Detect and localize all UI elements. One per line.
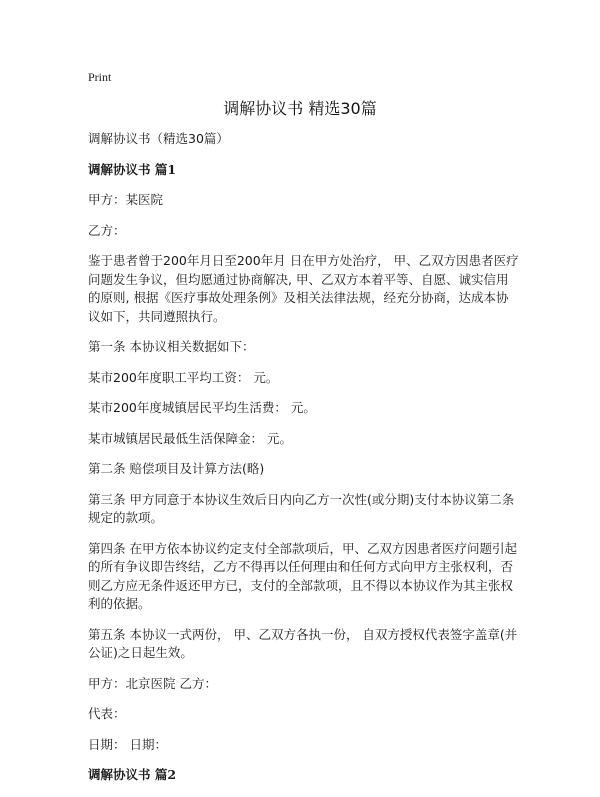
document-body [88,130,520,797]
section-heading-2: 调解协议书 篇2 [88,767,177,782]
party-b-line: 乙方： [88,222,126,238]
representative-line: 代表： [88,706,126,721]
article-4: 第四条 在甲方依本协议约定支付全部款项后，甲、乙双方因患者医疗问题引起的所有争议即告终结，乙方不得再以任何理由和任何方式向甲方主张权利，否则乙方应无条件返还甲方已，支付的全部款项，且不得以本协议作为其主张权利的依据。 [88,540,517,611]
article-3: 第三条 甲方同意于本协议生效后日内向乙方一次性(或分期)支付本协议第二条规定的款项。 [88,491,515,525]
intro-paragraph: 鉴于患者曾于200年月日至200年月 日在甲方处治疗， 甲、乙双方因患者医疗问题发生争议，但均愿通过协商解决, 甲、乙双方本着平等、自愿、诚实信用的原则, 根据《医疗事故处理条例》及相关法律法规，经充分协商，达成本协议如下，共同遵照执行。 [88,253,519,324]
party-a-line: 甲方：某医院 [88,192,164,207]
print-label[interactable]: Print [88,70,112,84]
article-5: 第五条 本协议一式两份， 甲、乙双方各执一份， 自双方授权代表签字盖章(并公证)之日起生效。 [88,626,518,660]
article-1: 第一条 本协议相关数据如下： [88,339,255,354]
data-line-2: 某市200年度城镇居民平均生活费： 元。 [88,400,316,415]
signature-parties: 甲方：北京医院 乙方： [88,675,217,691]
data-line-3: 某市城镇居民最低生活保障金： 元。 [88,430,292,446]
date-line: 日期： 日期： [88,736,167,752]
page-title: 调解协议书 精选30篇 [223,99,377,118]
document-subtitle: 调解协议书（精选30篇） [88,131,229,146]
article-2: 第二条 赔偿项目及计算方法(略) [88,461,265,476]
section-heading-1: 调解协议书 篇1 [88,161,177,177]
data-line-1: 某市200年度职工平均工资： 元。 [88,369,279,385]
